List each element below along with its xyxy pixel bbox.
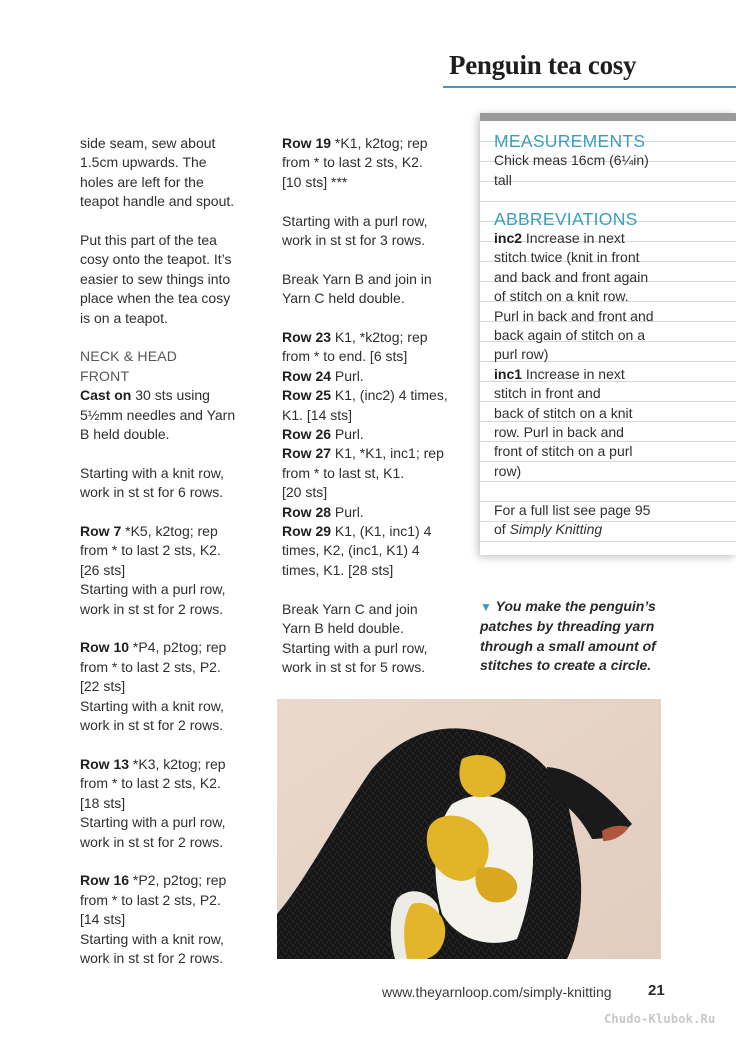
instruction-label: Row 13 <box>80 755 130 772</box>
text-line: place when the tea cosy <box>80 290 231 307</box>
text-line: of stitch on a knit row. <box>494 288 629 305</box>
triangle-down-icon: ▼ <box>480 600 492 614</box>
text-line: work in st st for 2 rows. <box>80 949 224 966</box>
knitted-penguin-image <box>277 699 661 959</box>
text-line: Increase in next <box>522 365 625 382</box>
instruction-label: Row 24 <box>282 367 332 384</box>
watermark: Chudo-Klubok.Ru <box>604 1012 716 1026</box>
text-line: 30 sts using <box>131 387 210 404</box>
text-line: Starting with a purl row, <box>80 581 226 598</box>
text-line: *K1, k2tog; rep <box>331 135 428 151</box>
text-line: [10 sts] *** <box>282 173 348 190</box>
text-line: work in st st for 6 rows. <box>80 484 224 501</box>
text-line: is on a teapot. <box>80 309 168 326</box>
instruction-label: Row 10 <box>80 639 130 656</box>
text-line: through a small amount of <box>480 637 656 654</box>
photo-caption <box>480 597 670 676</box>
text-line: back of stitch on a knit <box>494 404 633 421</box>
footer-url: www.theyarnloop.com/simply-knitting <box>382 984 612 1000</box>
abbreviation-term: inc1 <box>494 365 523 382</box>
text-line: [22 sts] <box>80 678 126 695</box>
abbreviations-heading: ABBREVIATIONS <box>494 208 638 229</box>
text-line: cosy onto the teapot. It’s <box>80 251 232 268</box>
instruction-label: Row 19 <box>282 135 332 151</box>
text-line: *K3, k2tog; rep <box>129 755 226 772</box>
text-line: teapot handle and spout. <box>80 193 235 210</box>
instruction-label: Row 23 <box>282 329 332 346</box>
paragraph-break-yarn-b <box>282 270 462 309</box>
instruction-cast-on <box>80 386 270 444</box>
text-line: B held double. <box>80 426 170 443</box>
magazine-name: Simply Knitting <box>509 521 603 538</box>
text-line: of <box>494 521 510 538</box>
text-line: K1, (inc2) 4 times, <box>331 387 448 404</box>
instruction-row-16 <box>80 871 270 968</box>
text-line: patches by threading yarn <box>480 618 655 635</box>
abbreviation-term: inc2 <box>494 230 523 247</box>
instruction-label: Cast on <box>80 387 132 404</box>
text-line: Put this part of the tea <box>80 232 217 249</box>
instruction-label: Row 29 <box>282 523 332 540</box>
text-line: 1.5cm upwards. The <box>80 154 207 171</box>
text-line: from * to last 2 sts, P2. <box>80 891 221 908</box>
instruction-row-13 <box>80 755 270 852</box>
text-line: Starting with a purl row, <box>80 814 226 831</box>
text-line: 5½mm needles and Yarn <box>80 406 236 423</box>
text-line: stitch in front and <box>494 385 601 402</box>
measurements-heading: MEASUREMENTS <box>494 131 646 151</box>
text-line: front of stitch on a purl <box>494 443 633 460</box>
text-line: Starting with a knit row, <box>80 697 224 714</box>
text-line: Purl. <box>331 503 364 520</box>
section-neck-head-front <box>80 347 270 386</box>
text-line: work in st st for 5 rows. <box>282 658 426 675</box>
instruction-row-19 <box>282 134 462 192</box>
sidebar-top-band <box>480 113 736 121</box>
instruction-label: Row 7 <box>80 523 122 540</box>
instruction-label: Row 27 <box>282 445 332 462</box>
full-list-note: For a full list see page 95 <box>494 501 651 518</box>
section-heading: NECK & HEAD <box>80 348 178 365</box>
info-sidebar <box>480 113 736 555</box>
text-line: work in st st for 2 rows. <box>80 600 224 617</box>
text-line: from * to last 2 sts, K2. <box>282 154 423 171</box>
text-line: K1, *K1, inc1; rep <box>331 445 444 462</box>
text-line: from * to last st, K1. <box>282 464 405 481</box>
text-line: easier to sew things into <box>80 270 231 287</box>
text-line: side seam, sew about <box>80 135 216 151</box>
text-line: Starting with a knit row, <box>80 930 224 947</box>
text-line: stitch twice (knit in front <box>494 249 640 266</box>
text-line: and back and front again <box>494 268 649 285</box>
page-number: 21 <box>648 982 665 999</box>
paragraph-teapot <box>80 231 270 328</box>
text-line: Purl in back and front and <box>494 307 654 324</box>
text-line: Break Yarn C and join <box>282 600 418 617</box>
paragraph-side-seam <box>80 134 270 212</box>
text-line: Starting with a purl row, <box>282 639 428 656</box>
text-line: from * to last 2 sts, K2. <box>80 542 221 559</box>
paragraph-break-yarn-c <box>282 600 462 678</box>
instruction-row-10 <box>80 638 270 735</box>
text-line: Yarn B held double. <box>282 620 404 637</box>
text-line: row) <box>494 462 522 479</box>
section-heading: FRONT <box>80 367 130 384</box>
text-line: work in st st for 2 rows. <box>80 717 224 734</box>
text-line: K1, *k2tog; rep <box>331 329 428 346</box>
text-line: K1. [14 sts] <box>282 406 353 423</box>
text-line: times, K2, (inc1, K1) 4 <box>282 542 420 559</box>
instruction-label: Row 28 <box>282 503 332 520</box>
text-line: times, K1. [28 sts] <box>282 561 394 578</box>
sidebar-content <box>494 132 734 540</box>
text-line: Increase in next <box>522 230 625 247</box>
text-line: You make the penguin’s <box>491 598 656 614</box>
column-2 <box>282 134 462 697</box>
text-line: work in st st for 2 rows. <box>80 833 224 850</box>
text-line: [26 sts] <box>80 561 126 578</box>
text-line: work in st st for 3 rows. <box>282 232 426 249</box>
text-line: K1, (K1, inc1) 4 <box>331 523 432 540</box>
text-line: from * to last 2 sts, K2. <box>80 775 221 792</box>
text-line: [18 sts] <box>80 794 126 811</box>
text-line: [14 sts] <box>80 911 126 928</box>
instruction-row-7 <box>80 522 270 619</box>
text-line: Starting with a knit row, <box>80 464 224 481</box>
paragraph-knit-6-rows <box>80 464 270 503</box>
text-line: Starting with a purl row, <box>282 212 428 229</box>
instruction-label: Row 26 <box>282 426 332 443</box>
text-line: tall <box>494 171 512 188</box>
text-line: Break Yarn B and join in <box>282 270 432 287</box>
text-line: back again of stitch on a <box>494 327 645 344</box>
instruction-label: Row 16 <box>80 872 130 889</box>
text-line: from * to last 2 sts, P2. <box>80 658 221 675</box>
text-line: Yarn C held double. <box>282 290 405 307</box>
text-line: purl row) <box>494 346 549 363</box>
text-line: Purl. <box>331 426 364 443</box>
column-1 <box>80 134 270 988</box>
title-rule <box>443 86 736 88</box>
paragraph-purl-3-rows <box>282 212 462 251</box>
text-line: from * to end. [6 sts] <box>282 348 408 365</box>
page-title: Penguin tea cosy <box>449 50 637 80</box>
instruction-label: Row 25 <box>282 387 332 404</box>
text-line: row. Purl in back and <box>494 424 624 441</box>
text-line: *P2, p2tog; rep <box>129 872 227 889</box>
text-line: Chick meas 16cm (6¼in) <box>494 152 649 169</box>
text-line: *P4, p2tog; rep <box>129 639 227 656</box>
instruction-rows-23-29 <box>282 328 462 580</box>
penguin-photo <box>277 699 661 959</box>
text-line: stitches to create a circle. <box>480 657 652 674</box>
text-line: *K5, k2tog; rep <box>121 523 218 540</box>
text-line: holes are left for the <box>80 173 204 190</box>
text-line: Purl. <box>331 367 364 384</box>
text-line: [20 sts] <box>282 484 328 501</box>
